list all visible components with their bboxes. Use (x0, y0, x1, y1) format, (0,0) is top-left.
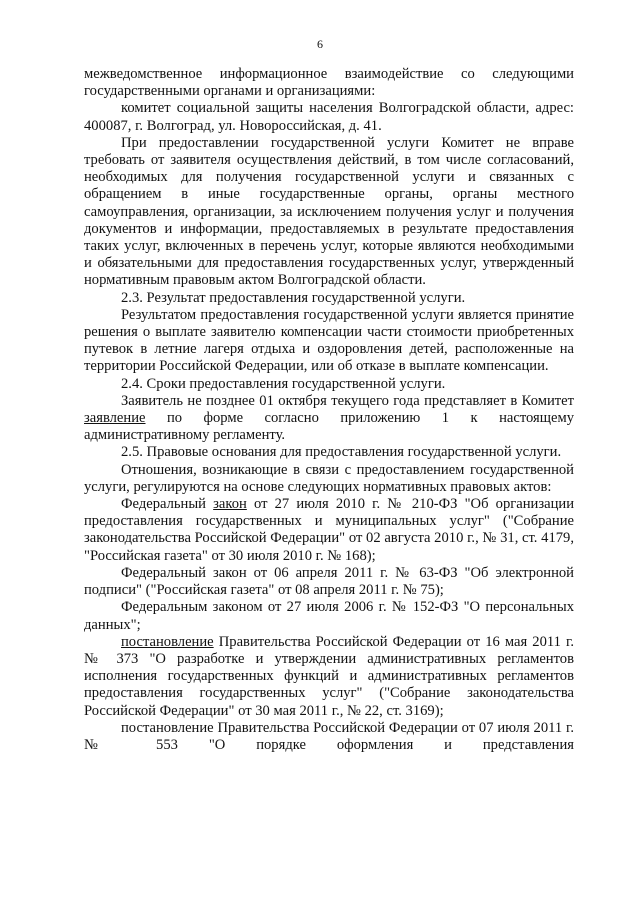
section-heading: 2.3. Результат предоставления государственной услуги. (121, 289, 466, 306)
page-number: 6 (317, 37, 323, 51)
paragraph (84, 496, 574, 565)
paragraph: При предоставлении государственной услуги Комитет не вправе требовать от заявителя осуществления действий, в том числе согласований, необходимых для получения государственной услуги и связанных с обращением в иные государственные органы, органы местного самоуправления, организации, за исключением получения услуг и получения документов и информации, предоставляемых в результате предоставления таких услуг, включенных в перечень услуг, которые являются необходимыми и обязательными для предоставления государственных услуг, утвержденный нормативным правовым актом Волгоградской области. (84, 134, 574, 289)
paragraph: Результатом предоставления государственной услуги является принятие решения о выплате заявителю компенсации части стоимости приобретенных путевок в летние лагеря отдыха и оздоровления детей, расположенные на территории Российской Федерации, или об отказе в выплате компенсации. (84, 306, 574, 375)
paragraph: Федеральный закон от 06 апреля 2011 г. № 63-ФЗ "Об электронной подписи" ("Российская газета" от 08 апреля 2011 г. № 75); (84, 564, 574, 599)
paragraph-text: Федеральный (121, 496, 214, 513)
paragraph: Федеральным законом от 27 июля 2006 г. № 152-ФЗ "О персональных данных"; (84, 599, 574, 633)
paragraph-text: от 27 июля 2010 г. № 210-ФЗ "Об организации предоставления государственных и муниципальных услуг" ("Собрание законодательства Российской Федерации" от 02 августа 2010 г., № 31, ст. 4179, "Российская газета" от 30 июля 2010 г. № 168); (84, 496, 575, 564)
application-link[interactable]: заявление (84, 410, 146, 427)
law-link[interactable]: закон (213, 496, 247, 513)
section-heading: 2.4. Сроки предоставления государственной услуги. (121, 375, 446, 392)
paragraph-text: Правительства Российской Федерации от 16 мая 2011 г. № 373 "О разработке и утверждении административных регламентов исполнения государственных функций и административных регламентов предоставления государственных услуг" ("Собрание законодательства Российской Федерации" от 30 мая 2011 г., № 22, ст. 3169); (84, 633, 574, 719)
paragraph: комитет социальной защиты населения Волгоградской области, адрес: 400087, г. Волгоград, ул. Новороссийская, д. 41. (84, 100, 574, 134)
section-heading: 2.5. Правовые основания для предоставления государственной услуги. (121, 444, 562, 461)
paragraph (84, 393, 574, 445)
paragraph: Отношения, возникающие в связи с предоставлением государственной услуги, регулируются на основе следующих нормативных правовых актов: (84, 461, 574, 495)
paragraph-text: по форме согласно приложению 1 к настоящему административному регламенту. (84, 410, 574, 444)
paragraph (84, 634, 574, 720)
paragraph: межведомственное информационное взаимодействие со следующими государственными органами и организациями: (84, 66, 574, 100)
resolution-link[interactable]: постановление (121, 633, 214, 650)
document-body (84, 66, 574, 754)
paragraph-text: Заявитель не позднее 01 октября текущего года представляет в Комитет (121, 392, 574, 409)
paragraph: постановление Правительства Российской Федерации от 07 июля 2011 г. № 553 "О порядке оформления и представления (84, 719, 574, 753)
